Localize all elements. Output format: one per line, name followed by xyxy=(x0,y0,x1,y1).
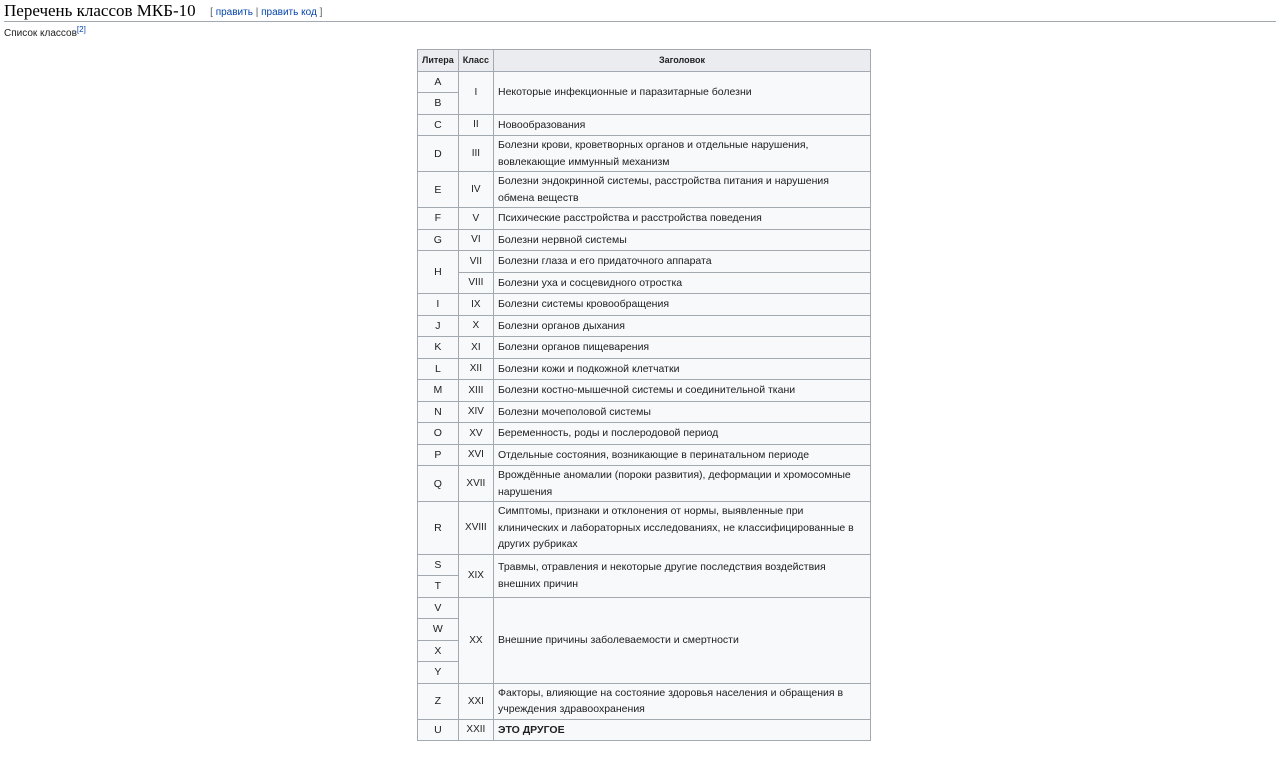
letter-cell: C xyxy=(418,114,459,136)
title-cell: Болезни нервной системы xyxy=(494,229,871,251)
class-cell: V xyxy=(458,208,493,230)
table-row xyxy=(418,272,871,294)
class-cell: XII xyxy=(458,358,493,380)
table-row xyxy=(418,337,871,359)
table-row xyxy=(418,423,871,445)
class-cell: XI xyxy=(458,337,493,359)
letter-cell: B xyxy=(418,93,459,115)
table-row xyxy=(418,172,871,208)
class-cell: VII xyxy=(458,251,493,273)
class-cell: II xyxy=(458,114,493,136)
letter-cell: K xyxy=(418,337,459,359)
section-heading xyxy=(4,0,1276,22)
title-cell: Болезни костно-мышечной системы и соединительной ткани xyxy=(494,380,871,402)
table-row xyxy=(418,136,871,172)
table-row xyxy=(418,466,871,502)
table-row xyxy=(418,208,871,230)
letter-cell: I xyxy=(418,294,459,316)
class-cell: IV xyxy=(458,172,493,208)
class-cell: XXII xyxy=(458,719,493,741)
table-row xyxy=(418,683,871,719)
class-cell: XIX xyxy=(458,554,493,597)
table-row xyxy=(418,444,871,466)
class-cell: XVIII xyxy=(458,502,493,555)
letter-cell: R xyxy=(418,502,459,555)
section-title: Перечень классов МКБ-10 xyxy=(4,1,196,20)
class-cell: XVI xyxy=(458,444,493,466)
table-row xyxy=(418,71,871,93)
letter-cell: O xyxy=(418,423,459,445)
title-cell: Болезни органов дыхания xyxy=(494,315,871,337)
title-cell: Болезни уха и сосцевидного отростка xyxy=(494,272,871,294)
letter-cell: J xyxy=(418,315,459,337)
letter-cell: G xyxy=(418,229,459,251)
edit-code-link[interactable]: править код xyxy=(261,7,317,18)
class-cell: X xyxy=(458,315,493,337)
title-cell: Болезни глаза и его придаточного аппарата xyxy=(494,251,871,273)
title-cell: Новообразования xyxy=(494,114,871,136)
letter-cell: N xyxy=(418,401,459,423)
table-row xyxy=(418,502,871,555)
table-row xyxy=(418,554,871,576)
reference-link[interactable]: [2] xyxy=(76,25,86,34)
letter-cell: Y xyxy=(418,662,459,684)
class-cell: XXI xyxy=(458,683,493,719)
table-header-row xyxy=(418,50,871,72)
letter-cell: W xyxy=(418,619,459,641)
letter-cell: E xyxy=(418,172,459,208)
letter-cell: M xyxy=(418,380,459,402)
edit-separator: | xyxy=(255,7,259,18)
title-cell: Симптомы, признаки и отклонения от нормы, выявленные при клинических и лабораторных исследованиях, не классифицированные в других рубриках xyxy=(494,502,871,555)
class-cell: XVII xyxy=(458,466,493,502)
table-row xyxy=(418,401,871,423)
title-cell: Болезни органов пищеварения xyxy=(494,337,871,359)
class-cell: XIII xyxy=(458,380,493,402)
title-cell: Болезни мочеполовой системы xyxy=(494,401,871,423)
title-cell: Психические расстройства и расстройства поведения xyxy=(494,208,871,230)
class-cell: XV xyxy=(458,423,493,445)
class-cell: IX xyxy=(458,294,493,316)
letter-cell: S xyxy=(418,554,459,576)
letter-cell: V xyxy=(418,597,459,619)
table-row xyxy=(418,597,871,619)
letter-cell: Q xyxy=(418,466,459,502)
letter-cell: P xyxy=(418,444,459,466)
icd-classes-table xyxy=(417,49,871,741)
edit-links xyxy=(210,7,322,18)
title-cell: Болезни крови, кроветворных органов и отдельные нарушения, вовлекающие иммунный механизм xyxy=(494,136,871,172)
letter-cell: L xyxy=(418,358,459,380)
letter-cell: Z xyxy=(418,683,459,719)
class-cell: VI xyxy=(458,229,493,251)
title-cell: Врождённые аномалии (пороки развития), деформации и хромосомные нарушения xyxy=(494,466,871,502)
letter-cell: U xyxy=(418,719,459,741)
title-cell: Внешние причины заболеваемости и смертности xyxy=(494,597,871,683)
letter-cell: X xyxy=(418,640,459,662)
letter-cell: H xyxy=(418,251,459,294)
table-row xyxy=(418,229,871,251)
intro-paragraph xyxy=(4,27,86,41)
title-cell: ЭТО ДРУГОЕ xyxy=(494,719,871,741)
title-cell: Факторы, влияющие на состояние здоровья населения и обращения в учреждения здравоохранения xyxy=(494,683,871,719)
title-cell: Болезни эндокринной системы, расстройства питания и нарушения обмена веществ xyxy=(494,172,871,208)
letter-cell: F xyxy=(418,208,459,230)
title-cell: Некоторые инфекционные и паразитарные болезни xyxy=(494,71,871,114)
edit-bracket-close: ] xyxy=(319,7,323,18)
title-cell: Болезни системы кровообращения xyxy=(494,294,871,316)
letter-cell: T xyxy=(418,576,459,598)
header-title: Заголовок xyxy=(494,50,871,72)
table-row xyxy=(418,719,871,741)
header-letter: Литера xyxy=(418,50,459,72)
title-cell: Беременность, роды и послеродовой период xyxy=(494,423,871,445)
table-row xyxy=(418,358,871,380)
class-cell: III xyxy=(458,136,493,172)
reference-sup xyxy=(77,25,86,34)
class-cell: XIV xyxy=(458,401,493,423)
edit-link[interactable]: править xyxy=(215,7,253,18)
class-cell: I xyxy=(458,71,493,114)
table-row xyxy=(418,380,871,402)
table-row xyxy=(418,315,871,337)
title-cell: Отдельные состояния, возникающие в перинатальном периоде xyxy=(494,444,871,466)
class-cell: XX xyxy=(458,597,493,683)
header-class: Класс xyxy=(458,50,493,72)
class-cell: VIII xyxy=(458,272,493,294)
letter-cell: A xyxy=(418,71,459,93)
letter-cell: D xyxy=(418,136,459,172)
title-cell: Травмы, отравления и некоторые другие последствия воздействия внешних причин xyxy=(494,554,871,597)
edit-bracket-open: [ xyxy=(210,7,213,18)
title-cell: Болезни кожи и подкожной клетчатки xyxy=(494,358,871,380)
table-row xyxy=(418,251,871,273)
table-row xyxy=(418,114,871,136)
table-row xyxy=(418,294,871,316)
intro-text: Список классов xyxy=(4,28,77,39)
